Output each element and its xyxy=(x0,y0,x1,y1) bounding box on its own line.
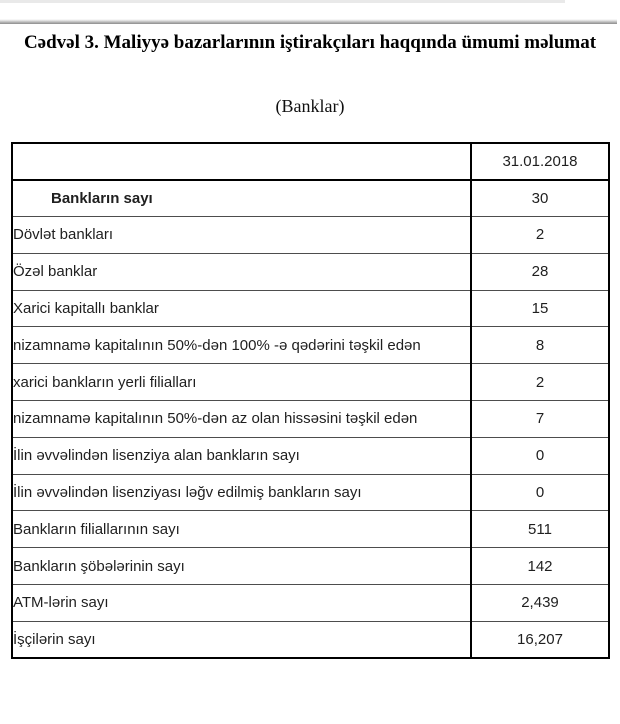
banks-statistics-table xyxy=(11,142,610,659)
row-value: 2,439 xyxy=(471,585,609,622)
row-label: İlin əvvəlindən lisenziya alan bankların sayı xyxy=(12,437,471,474)
table-row xyxy=(12,511,609,548)
row-value: 142 xyxy=(471,548,609,585)
header-date-cell: 31.01.2018 xyxy=(471,143,609,180)
page-top-edge-artifact xyxy=(0,0,565,3)
row-value: 28 xyxy=(471,253,609,290)
row-value: 16,207 xyxy=(471,621,609,658)
row-label: nizamnamə kapitalının 50%-dən az olan hissəsini təşkil edən xyxy=(12,401,471,438)
row-label: Xarici kapitallı banklar xyxy=(12,290,471,327)
row-value: 2 xyxy=(471,217,609,254)
row-value: 2 xyxy=(471,364,609,401)
row-value: 30 xyxy=(471,180,609,217)
table-header-row xyxy=(12,143,609,180)
row-label: Dövlət bankları xyxy=(12,217,471,254)
row-value: 7 xyxy=(471,401,609,438)
table-row xyxy=(12,401,609,438)
header-empty-cell xyxy=(12,143,471,180)
table-row xyxy=(12,364,609,401)
table-body xyxy=(12,180,609,658)
row-label: Özəl banklar xyxy=(12,253,471,290)
table-row xyxy=(12,290,609,327)
horizontal-rule xyxy=(0,19,617,24)
table-row xyxy=(12,253,609,290)
row-value: 0 xyxy=(471,474,609,511)
row-label: İşçilərin sayı xyxy=(12,621,471,658)
row-value: 511 xyxy=(471,511,609,548)
row-label: xarici bankların yerli filialları xyxy=(12,364,471,401)
table-row xyxy=(12,180,609,217)
row-label: İlin əvvəlindən lisenziyası ləğv edilmiş bankların sayı xyxy=(12,474,471,511)
table-row xyxy=(12,621,609,658)
document-title: Cədvəl 3. Maliyyə bazarlarının iştirakçıları haqqında ümumi məlumat xyxy=(23,32,597,53)
row-value: 15 xyxy=(471,290,609,327)
table-row xyxy=(12,548,609,585)
table-header xyxy=(12,143,609,180)
table-row xyxy=(12,217,609,254)
row-value: 0 xyxy=(471,437,609,474)
row-label: Bankların filiallarının sayı xyxy=(12,511,471,548)
table-row xyxy=(12,437,609,474)
row-label: Bankların şöbələrinin sayı xyxy=(12,548,471,585)
row-label: Bankların sayı xyxy=(12,180,471,217)
table-row xyxy=(12,585,609,622)
row-value: 8 xyxy=(471,327,609,364)
row-label: nizamnamə kapitalının 50%-dən 100% -ə qədərini təşkil edən xyxy=(12,327,471,364)
document-subtitle: (Banklar) xyxy=(275,96,345,116)
row-label: ATM-lərin sayı xyxy=(12,585,471,622)
table-row xyxy=(12,474,609,511)
table-row xyxy=(12,327,609,364)
